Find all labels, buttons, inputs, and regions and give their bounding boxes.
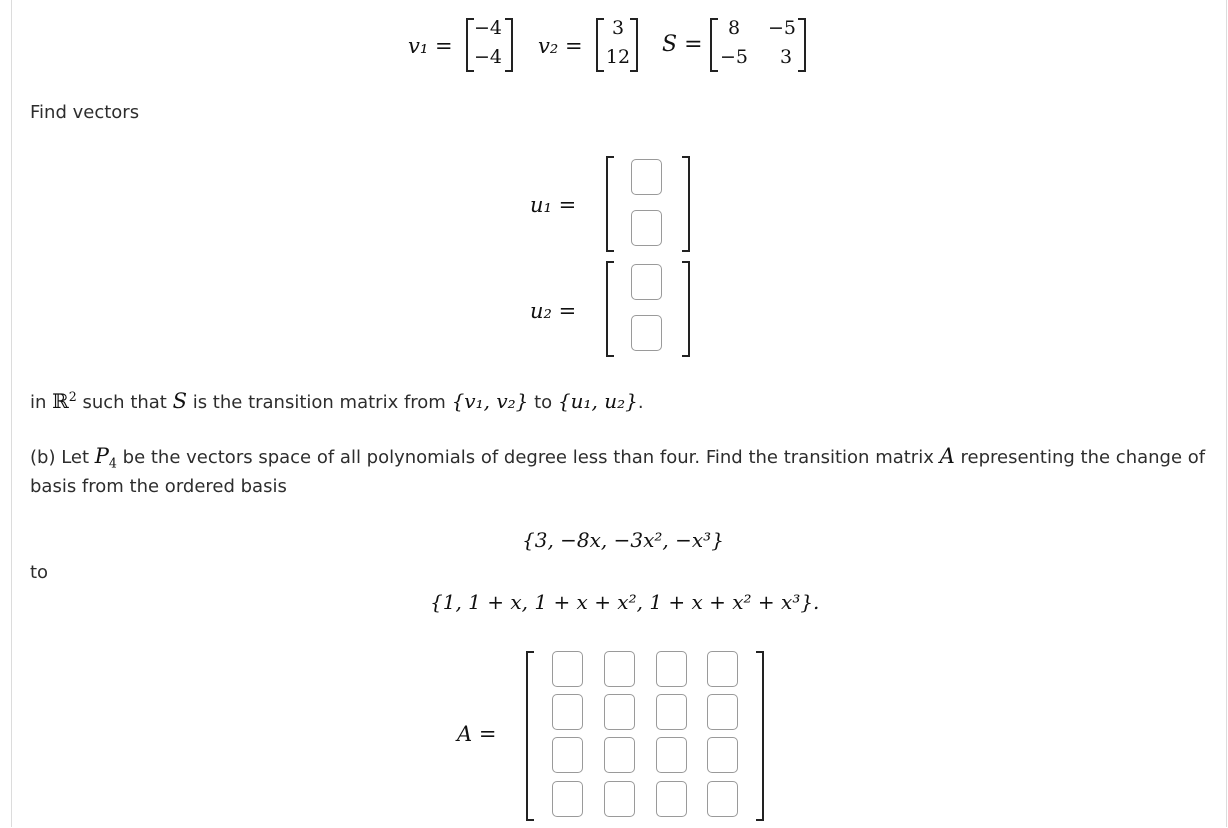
to-text: to	[30, 562, 49, 583]
v1-entry-1: −4	[473, 17, 502, 39]
S-entry-2-1: −5	[719, 46, 748, 68]
A-entry-1-1-input[interactable]	[552, 651, 583, 687]
real-numbers-symbol: ℝ	[52, 389, 69, 413]
A-entry-3-1-input[interactable]	[552, 737, 583, 773]
u2-entry-1-input[interactable]	[631, 264, 662, 300]
basis-2-set: {1, 1 + x, 1 + x + x², 1 + x + x² + x³}.	[430, 590, 820, 614]
v2-right-bracket	[630, 18, 638, 72]
P-subscript: 4	[108, 455, 117, 471]
A-entry-3-4-input[interactable]	[707, 737, 738, 773]
v1-label: v₁ =	[408, 34, 453, 58]
v2-label: v₂ =	[538, 34, 583, 58]
v2-entry-2: 12	[605, 46, 631, 68]
r-exponent: 2	[68, 389, 77, 404]
to-basis-set: {u₁, u₂}	[557, 389, 638, 413]
u2-entry-2-input[interactable]	[631, 315, 662, 351]
A-entry-3-2-input[interactable]	[604, 737, 635, 773]
A-entry-3-3-input[interactable]	[656, 737, 687, 773]
u1-entry-2-input[interactable]	[631, 210, 662, 246]
u1-left-bracket	[606, 156, 614, 252]
S-entry-1-2: −5	[767, 17, 796, 39]
in-text: in	[30, 392, 53, 413]
A-entry-4-2-input[interactable]	[604, 781, 635, 817]
A-entry-4-3-input[interactable]	[656, 781, 687, 817]
basis-1-set: {3, −8x, −3x², −x³}	[522, 528, 724, 552]
part-b-intro: (b) Let	[30, 447, 95, 468]
from-basis-set: {v₁, v₂}	[451, 389, 529, 413]
find-vectors-text: Find vectors	[30, 102, 140, 123]
P-symbol: P	[94, 444, 109, 468]
A-right-bracket	[756, 651, 764, 821]
u1-entry-1-input[interactable]	[631, 159, 662, 195]
S-entry-2-2: 3	[779, 46, 793, 68]
A-entry-2-4-input[interactable]	[707, 694, 738, 730]
is-transition-text: is the transition matrix from	[186, 392, 452, 413]
u2-label: u₂ =	[530, 299, 577, 323]
u2-right-bracket	[682, 261, 690, 357]
A-entry-1-4-input[interactable]	[707, 651, 738, 687]
part-b-line-1	[30, 444, 1205, 471]
to-word: to	[528, 392, 558, 413]
A-entry-2-1-input[interactable]	[552, 694, 583, 730]
A-label: A =	[457, 722, 497, 746]
A-entry-4-1-input[interactable]	[552, 781, 583, 817]
A-entry-4-4-input[interactable]	[707, 781, 738, 817]
A-entry-1-3-input[interactable]	[656, 651, 687, 687]
part-b-end: representing the change of	[954, 447, 1206, 468]
part-b-line-2: basis from the ordered basis	[30, 476, 287, 497]
v1-entry-2: −4	[473, 46, 502, 68]
A-entry-2-2-input[interactable]	[604, 694, 635, 730]
A-symbol: A	[939, 444, 955, 468]
sentence-period: .	[637, 392, 644, 413]
S-symbol: S	[172, 389, 187, 413]
u2-left-bracket	[606, 261, 614, 357]
u1-right-bracket	[682, 156, 690, 252]
v2-entry-1: 3	[611, 17, 625, 39]
u1-label: u₁ =	[530, 193, 577, 217]
A-entry-2-3-input[interactable]	[656, 694, 687, 730]
A-entry-1-2-input[interactable]	[604, 651, 635, 687]
transition-sentence	[30, 389, 644, 413]
part-b-middle: be the vectors space of all polynomials of degree less than four. Find the transition matrix	[116, 447, 940, 468]
S-label: S =	[662, 32, 703, 57]
S-right-bracket	[798, 18, 806, 72]
S-entry-1-1: 8	[727, 17, 741, 39]
v1-right-bracket	[505, 18, 513, 72]
such-that-text: such that	[76, 392, 173, 413]
A-left-bracket	[526, 651, 534, 821]
